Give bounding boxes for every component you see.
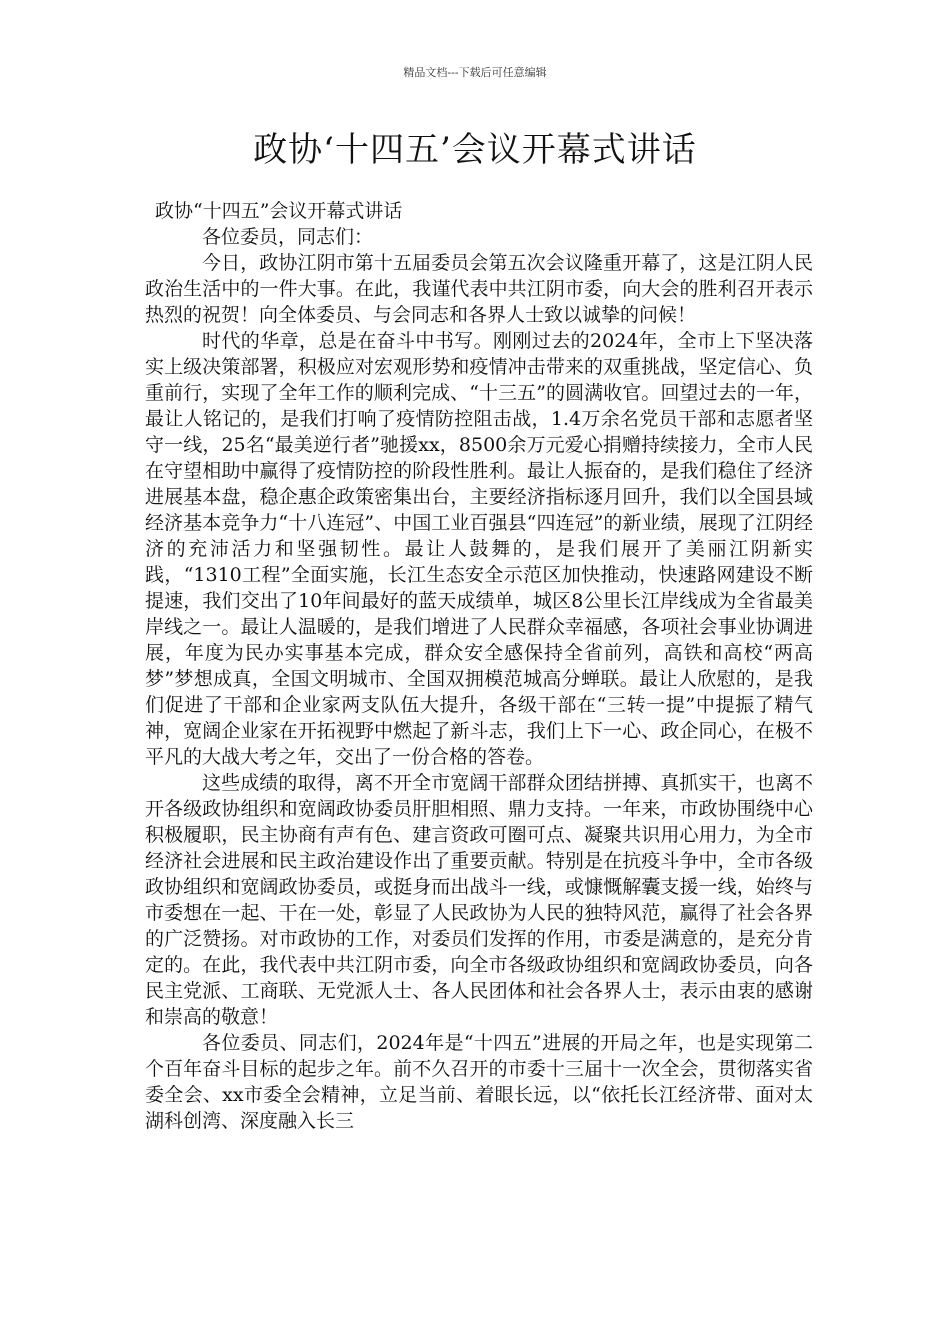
header-note: 精品文档---下载后可任意编辑 [403, 66, 547, 79]
document-body [145, 198, 813, 1134]
paragraph: 时代的华章，总是在奋斗中书写。刚刚过去的2024年，全市上下坚决落实上级决策部署，积极应对宏观形势和疫情冲击带来的双重挑战，坚定信心、负重前行，实现了全年工作的顺利完成、“十三五”的圆满收官。回望过去的一年，最让人铭记的，是我们打响了疫情防控阻击战，1.4万余名党员干部和志愿者坚守一线，25名“最美逆行者”驰援xx，8500余万元爱心捐赠持续接力，全市人民在守望相助中赢得了疫情防控的阶段性胜利。最让人振奋的，是我们稳住了经济进展基本盘，稳企惠企政策密集出台，主要经济指标逐月回升，我们以全国县域经济基本竞争力“十八连冠”、中国工业百强县“四连冠”的新业绩，展现了江阴经济的充沛活力和坚强韧性。最让人鼓舞的，是我们展开了美丽江阴新实践，“1310工程”全面实施，长江生态安全示范区加快推动，快速路网建设不断提速，我们交出了10年间最好的蓝天成绩单，城区8公里长江岸线成为全省最美岸线之一。最让人温暖的，是我们增进了人民群众幸福感，各项社会事业协调进展，年度为民办实事基本完成，群众安全感保持全省前列，高铁和高校“两高梦”梦想成真，全国文明城市、全国双拥模范城高分蝉联。最让人欣慰的，是我们促进了干部和企业家两支队伍大提升，各级干部在“三转一提”中提振了精气神，宽阔企业家在开拓视野中燃起了新斗志，我们上下一心、政企同心，在极不平凡的大战大考之年，交出了一份合格的答卷。 [145, 330, 813, 768]
paragraph: 今日，政协江阴市第十五届委员会第五次会议隆重开幕了，这是江阴人民政治生活中的一件大事。在此，我谨代表中共江阴市委，向大会的胜利召开表示热烈的祝贺！向全体委员、与会同志和各界人士致以诚挚的问候！ [145, 252, 813, 326]
paragraph: 各位委员、同志们，2024年是“十四五”进展的开局之年，也是实现第二个百年奋斗目标的起步之年。前不久召开的市委十三届十一次全会，贯彻落实省委全会、xx市委全会精神，立足当前、着眼长远，以“依托长江经济带、面对太湖科创湾、深度融入长三 [145, 1032, 813, 1132]
paragraph: 这些成绩的取得，离不开全市宽阔干部群众团结拼搏、真抓实干，也离不开各级政协组织和宽阔政协委员肝胆相照、鼎力支持。一年来，市政协围绕中心积极履职，民主协商有声有色、建言资政可圈可点、凝聚共识用心用力，为全市经济社会进展和民主政治建设作出了重要贡献。特别是在抗疫斗争中，全市各级政协组织和宽阔政协委员，或挺身而出战斗一线，或慷慨解囊支援一线，始终与市委想在一起、干在一处，彰显了人民政协为人民的独特风范，赢得了社会各界的广泛赞扬。对市政协的工作，对委员们发挥的作用，市委是满意的，是充分肯定的。在此，我代表中共江阴市委，向全市各级政协组织和宽阔政协委员，向各民主党派、工商联、无党派人士、各人民团体和社会各界人士，表示由衷的感谢和崇高的敬意！ [145, 772, 813, 1028]
document-title: 政协‘十四五’会议开幕式讲话 [253, 130, 697, 170]
document-subtitle: 政协“十四五”会议开幕式讲话 [155, 200, 403, 222]
salutation: 各位委员，同志们： [202, 226, 374, 248]
